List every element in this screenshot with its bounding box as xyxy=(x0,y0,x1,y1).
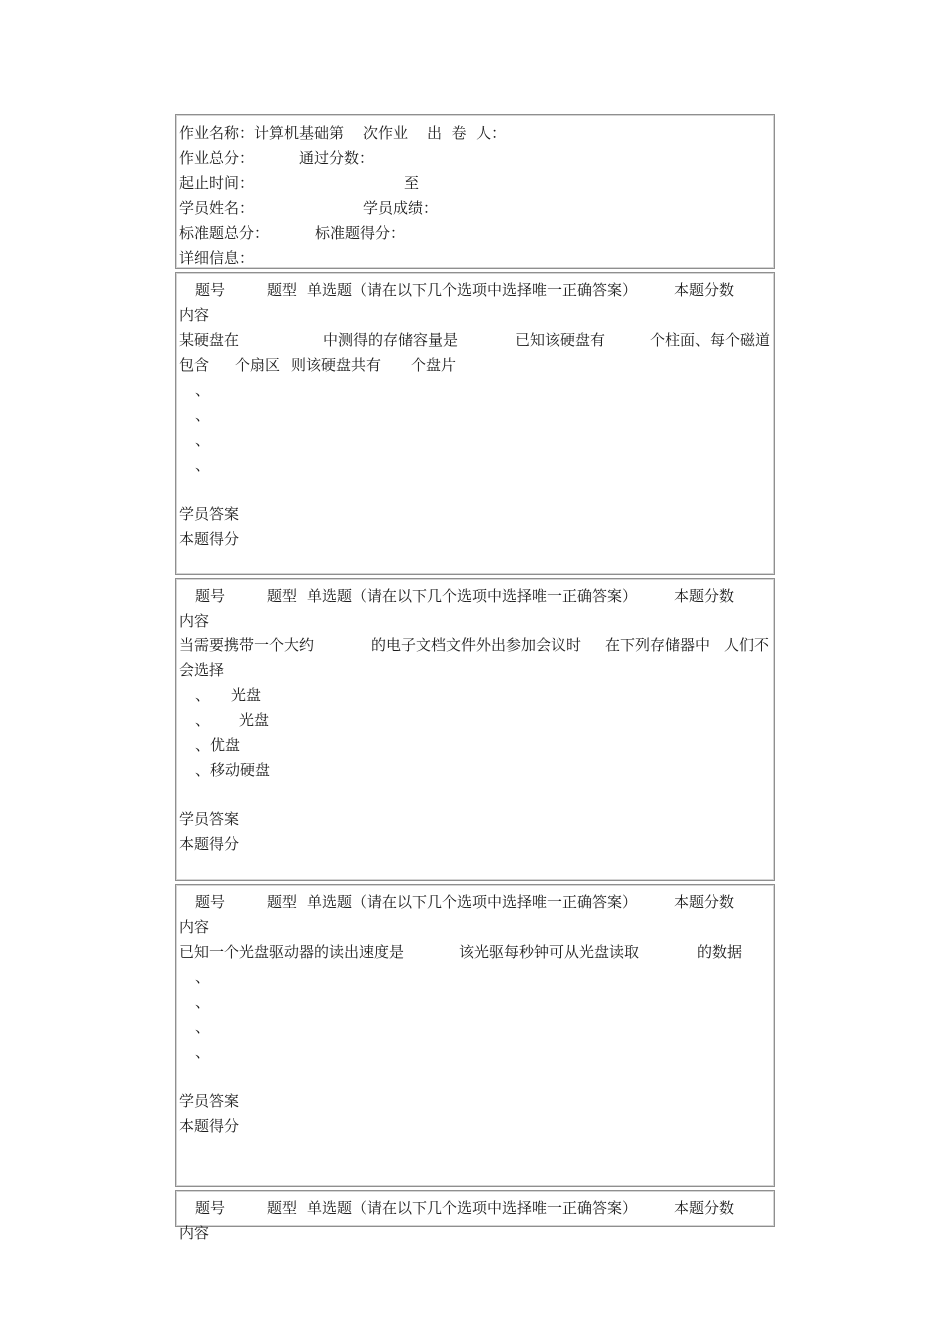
question-type-label: 题型 xyxy=(267,893,298,911)
assignment-name-label: 作业名称：计算机基础第 xyxy=(179,124,345,142)
option-a-text[interactable]: 光盘 xyxy=(231,686,262,704)
option-d[interactable]: 、 xyxy=(195,1043,211,1061)
assignment-header xyxy=(175,114,775,269)
student-answer-label: 学员答案 xyxy=(179,1092,240,1110)
question-block xyxy=(175,272,775,575)
question-text: 则该硬盘共有 xyxy=(291,356,382,374)
option-c[interactable]: 、 xyxy=(195,1018,211,1036)
question-type-value: 单选题（请在以下几个选项中选择唯一正确答案） xyxy=(307,281,638,299)
issuer-label: 出 卷 人： xyxy=(427,124,507,142)
question-text: 个盘片 xyxy=(411,356,457,374)
option-b-text[interactable]: 光盘 xyxy=(239,711,270,729)
question-score-label: 本题分数 xyxy=(674,587,735,605)
total-score-label: 作业总分： xyxy=(179,149,255,167)
assignment-sheet xyxy=(175,114,775,1242)
question-number-label: 题号 xyxy=(195,893,226,911)
student-answer-label: 学员答案 xyxy=(179,505,240,523)
question-score-label: 本题分数 xyxy=(674,281,735,299)
question-type-label: 题型 xyxy=(267,587,298,605)
question-score-label: 本题分数 xyxy=(674,893,735,911)
student-answer-label: 学员答案 xyxy=(179,810,240,828)
question-text: 的电子文档文件外出参加会议时 xyxy=(371,636,582,654)
time-label: 起止时间： xyxy=(179,174,255,192)
question-text: 该光驱每秒钟可从光盘读取 xyxy=(459,943,640,961)
question-score-result-label: 本题得分 xyxy=(179,835,240,853)
pass-score-label: 通过分数： xyxy=(299,149,375,167)
question-content-label: 内容 xyxy=(179,1224,210,1242)
question-type-value: 单选题（请在以下几个选项中选择唯一正确答案） xyxy=(307,1199,638,1217)
option-d[interactable]: 、移动硬盘 xyxy=(195,761,271,779)
question-block xyxy=(175,1190,775,1242)
question-number-label: 题号 xyxy=(195,1199,226,1217)
student-name-label: 学员姓名： xyxy=(179,199,255,217)
option-c[interactable]: 、优盘 xyxy=(195,736,241,754)
question-text: 已知一个光盘驱动器的读出速度是 xyxy=(179,943,405,961)
question-content-label: 内容 xyxy=(179,306,210,324)
option-c[interactable]: 、 xyxy=(195,431,211,449)
question-content-label: 内容 xyxy=(179,918,210,936)
question-text: 个扇区 xyxy=(235,356,281,374)
option-a[interactable]: 、 xyxy=(195,968,211,986)
question-text: 当需要携带一个大约 xyxy=(179,636,315,654)
question-text: 会选择 xyxy=(179,661,225,679)
question-text: 人们不 xyxy=(724,636,770,654)
assignment-ordinal: 次作业 xyxy=(363,124,409,142)
option-b[interactable]: 、 xyxy=(195,406,211,424)
option-a[interactable]: 、 xyxy=(195,381,211,399)
question-text: 包含 xyxy=(179,356,210,374)
question-number-label: 题号 xyxy=(195,587,226,605)
student-score-label: 学员成绩： xyxy=(363,199,439,217)
question-score-result-label: 本题得分 xyxy=(179,530,240,548)
question-type-value: 单选题（请在以下几个选项中选择唯一正确答案） xyxy=(307,587,638,605)
question-text: 在下列存储器中 xyxy=(605,636,711,654)
detail-label: 详细信息： xyxy=(179,249,255,267)
std-total-label: 标准题总分： xyxy=(179,224,270,242)
question-text: 的数据 xyxy=(697,943,743,961)
question-text: 某硬盘在 xyxy=(179,331,240,349)
question-text: 个柱面、每个磁道 xyxy=(650,331,771,349)
option-a[interactable]: 、 xyxy=(195,686,211,704)
option-b[interactable]: 、 xyxy=(195,711,211,729)
question-block xyxy=(175,578,775,881)
question-type-label: 题型 xyxy=(267,281,298,299)
option-b[interactable]: 、 xyxy=(195,993,211,1011)
question-type-label: 题型 xyxy=(267,1199,298,1217)
question-score-result-label: 本题得分 xyxy=(179,1117,240,1135)
time-to: 至 xyxy=(404,174,420,192)
question-type-value: 单选题（请在以下几个选项中选择唯一正确答案） xyxy=(307,893,638,911)
question-number-label: 题号 xyxy=(195,281,226,299)
question-text: 已知该硬盘有 xyxy=(515,331,606,349)
question-content-label: 内容 xyxy=(179,612,210,630)
question-score-label: 本题分数 xyxy=(674,1199,735,1217)
option-d[interactable]: 、 xyxy=(195,456,211,474)
question-block xyxy=(175,884,775,1187)
std-score-label: 标准题得分： xyxy=(315,224,406,242)
question-text: 中测得的存储容量是 xyxy=(323,331,459,349)
